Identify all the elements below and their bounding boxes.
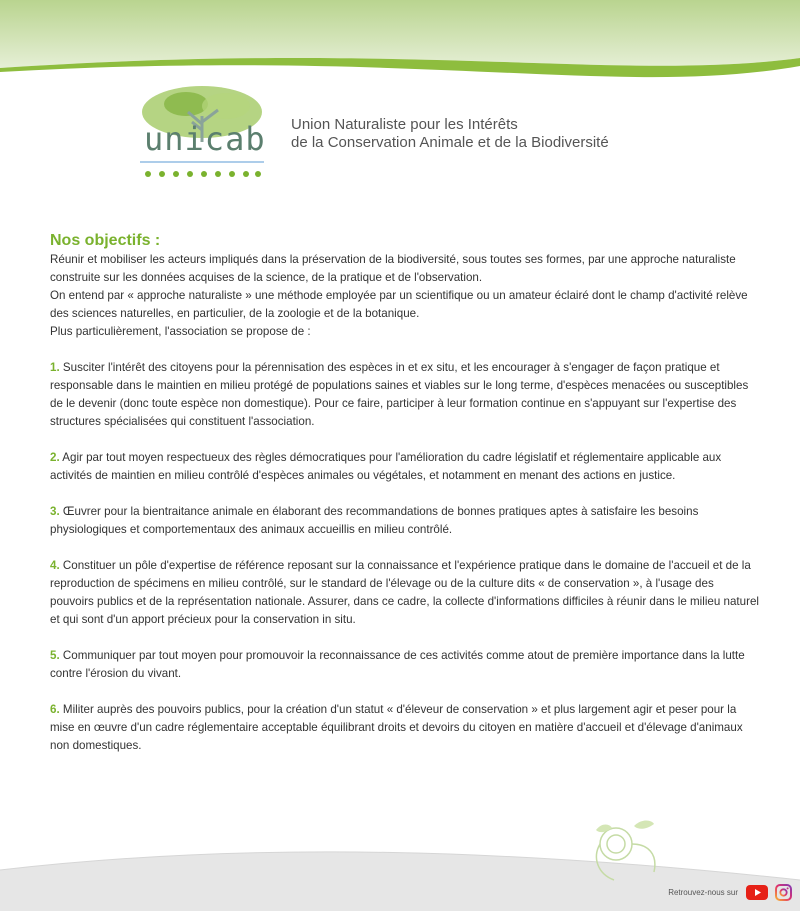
organization-name <box>291 116 609 152</box>
objective-number: 2. <box>50 451 60 464</box>
objective-number: 1. <box>50 361 60 374</box>
objective-text: Œuvrer pour la bientraitance animale en élaborant des recommandations de bonnes pratiques aptes à satisfaire les besoins physiologiques et comportementaux des animaux accueillis en milieu contrôlé. <box>50 505 699 536</box>
objective-text: Agir par tout moyen respectueux des règles démocratiques pour l'amélioration du cadre législatif et réglementaire applicable aux activités de maintien en milieu contrôlé d'espèces animales ou végétales, et notamment en menant des actions en justice. <box>50 451 722 482</box>
intro-paragraph: Plus particulièrement, l'association se propose de : <box>50 325 311 338</box>
unicab-logo[interactable] <box>136 82 268 184</box>
objective-item-3 <box>50 503 760 539</box>
social-label: Retrouvez-nous sur <box>668 888 738 897</box>
objective-text: Constituer un pôle d'expertise de référence reposant sur la connaissance et l'expérience pratique dans le domaine de l'accueil et de la reproduction de spécimens en milieu contrôlé, sur le standard de l'élevage ou de la culture dits « de conservation », à l'usage des pouvoirs publics et de la représentation nationale. Assurer, dans ce cadre, la collecte d'informations difficiles à réunir dans le milieu naturel et qui sont d'un apport précieux pour la conservation in situ. <box>50 559 759 626</box>
org-name-line-1: Union Naturaliste pour les Intérêts <box>291 116 518 133</box>
objectives-section <box>50 231 760 755</box>
objective-item-6 <box>50 701 760 755</box>
logo-wordmark: unicab <box>144 120 266 158</box>
instagram-icon[interactable] <box>775 884 792 901</box>
objective-item-2 <box>50 449 760 485</box>
header-wave <box>0 0 800 110</box>
objective-text: Militer auprès des pouvoirs publics, pour la création d'un statut « d'éleveur de conservation » et plus largement agir et peser pour la mise en œuvre d'un cadre réglementaire acceptable équilibrant droits et devoirs du citoyen en matière d'accueil et d'élevage d'animaux non domestiques. <box>50 703 743 752</box>
objective-number: 5. <box>50 649 60 662</box>
objective-item-5 <box>50 647 760 683</box>
objective-text: Susciter l'intérêt des citoyens pour la pérennisation des espèces in et ex situ, et les encourager à s'engager de façon pratique et responsable dans le maintien en milieu protégé de populations saines et viables sur le long terme, d'espèces menacées ou susceptibles de le devenir (donc toute espèce non domestique). Pour ce faire, participer à leur formation continue en s'appuyant sur l'expertise des structures spécialisées qui constituent l'association. <box>50 361 749 428</box>
section-heading: Nos objectifs : <box>50 232 161 249</box>
objective-number: 6. <box>50 703 60 716</box>
flourish-ornament-icon <box>588 814 668 886</box>
youtube-icon[interactable] <box>746 885 768 900</box>
intro-text <box>50 251 760 341</box>
objective-item-1 <box>50 359 760 431</box>
objective-text: Communiquer par tout moyen pour promouvoir la reconnaissance de ces activités comme atout de première importance dans la lutte contre l'érosion du vivant. <box>50 649 745 680</box>
objective-number: 3. <box>50 505 60 518</box>
org-name-line-2: de la Conservation Animale et de la Biodiversité <box>291 134 609 151</box>
intro-paragraph: Réunir et mobiliser les acteurs impliqués dans la préservation de la biodiversité, sous toutes ses formes, par une approche naturaliste construite sur les données acquises de la science, de la pratique et de l'observation. <box>50 253 736 284</box>
intro-paragraph: On entend par « approche naturaliste » une méthode employée par un scientifique ou un amateur éclairé dont le champ d'activité relève des sciences naturelles, en particulier, de la zoologie et de la botanique. <box>50 289 748 320</box>
objective-number: 4. <box>50 559 60 572</box>
objective-item-4 <box>50 557 760 629</box>
social-links <box>668 884 792 901</box>
